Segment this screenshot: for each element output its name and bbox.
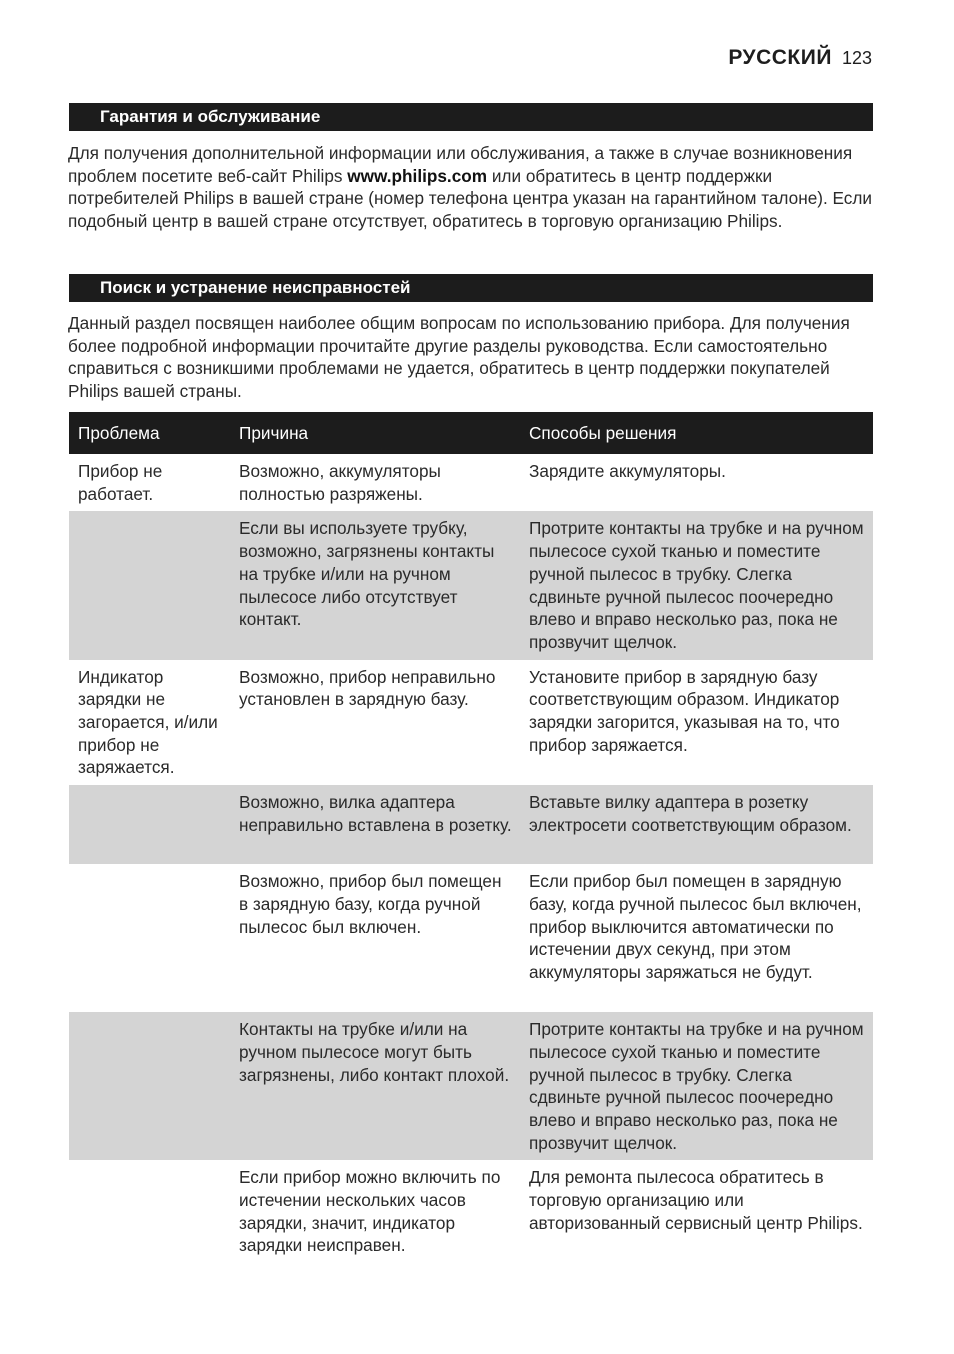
troubleshooting-intro: Данный раздел посвящен наиболее общим вопросам по использованию прибора. Для получения более подробной информации прочитайте другие разделы руководства. Если самостоятельно справиться с возникшими проблемами не удается, обратитесь в центр поддержки покупателей Philips вашей страны.: [68, 313, 850, 402]
problem-cell: [69, 511, 230, 659]
solution-cell: Протрите контакты на трубке и на ручном пылесосе сухой тканью и поместите ручной пылесос в трубку. Слегка сдвиньте ручной пылесос поочередно влево и вправо несколько раз, пока не прозвучит щелчок.: [520, 511, 873, 659]
problem-cell: Прибор не работает.: [78, 461, 163, 504]
troubleshooting-section-title: Поиск и устранение неисправностей: [69, 274, 873, 302]
problem-cell: Индикатор зарядки не загорается, и/или прибор не заряжается.: [78, 666, 218, 778]
table-row: [69, 1160, 873, 1263]
table-row: [69, 1012, 873, 1160]
warranty-paragraph: [68, 142, 878, 233]
cause-cell: Возможно, вилка адаптера неправильно вставлена в розетку.: [230, 785, 520, 864]
troubleshooting-table: [69, 412, 873, 1263]
table-header-row: [69, 412, 873, 454]
solution-cell: Протрите контакты на трубке и на ручном пылесосе сухой тканью и поместите ручной пылесос в трубку. Слегка сдвиньте ручной пылесос поочередно влево и вправо несколько раз, пока не прозвучит щелчок.: [520, 1012, 873, 1160]
cause-cell: Если прибор можно включить по истечении нескольких часов зарядки, значит, индикатор зарядки неисправен.: [239, 1167, 501, 1256]
solution-cell: Установите прибор в зарядную базу соответствующим образом. Индикатор зарядки загорится, указывая на то, что прибор заряжается.: [529, 666, 840, 755]
cause-cell: Контакты на трубке и/или на ручном пылесосе могут быть загрязнены, либо контакт плохой.: [230, 1012, 520, 1160]
warranty-text-before: Для получения дополнительной информации или обслуживания, а также в случае возникновения проблем посетите веб-сайт Philips: [68, 143, 853, 186]
solution-cell: Если прибор был помещен в зарядную базу, когда ручной пылесос был включен, прибор выключится автоматически по истечении двух секунд, при этом аккумуляторы заряжаться не будут.: [529, 871, 862, 982]
problem-cell: [69, 1160, 230, 1263]
header-problem: Проблема: [69, 412, 230, 454]
solution-cell: Зарядите аккумуляторы.: [529, 461, 726, 481]
philips-website-link[interactable]: www.philips.com: [347, 165, 488, 186]
page-number: 123: [841, 48, 872, 68]
language-label: РУССКИЙ: [728, 46, 832, 69]
problem-cell: [69, 864, 230, 1012]
table-row: [69, 660, 873, 786]
table-row: [69, 864, 873, 1012]
problem-cell: [69, 1012, 230, 1160]
header-solution: Способы решения: [520, 412, 873, 454]
cause-cell: Возможно, прибор неправильно установлен в зарядную базу.: [239, 666, 496, 710]
cause-cell: Возможно, аккумуляторы полностью разряжены.: [239, 461, 441, 504]
table-row: [69, 454, 873, 511]
page-header: [728, 46, 872, 70]
cause-cell: Если вы используете трубку, возможно, загрязнены контакты на трубке и/или на ручном пылесосе либо отсутствует контакт.: [230, 511, 520, 659]
table-row: [69, 511, 873, 659]
warranty-text-after: или обратитесь в центр поддержки потребителей Philips в вашей стране (номер телефона центра указан на гарантийном талоне). Если подобный центр в вашей стране отсутствует, обратитесь в торговую организацию Philips.: [68, 165, 873, 232]
table-row: [69, 785, 873, 864]
warranty-section-title: Гарантия и обслуживание: [69, 103, 873, 131]
header-cause: Причина: [230, 412, 520, 454]
cause-cell: Возможно, прибор был помещен в зарядную базу, когда ручной пылесос был включен.: [239, 871, 502, 937]
problem-cell: [69, 785, 230, 864]
solution-cell: Вставьте вилку адаптера в розетку электросети соответствующим образом.: [520, 785, 873, 864]
solution-cell: Для ремонта пылесоса обратитесь в торговую организацию или авторизованный сервисный центр Philips.: [529, 1167, 863, 1233]
